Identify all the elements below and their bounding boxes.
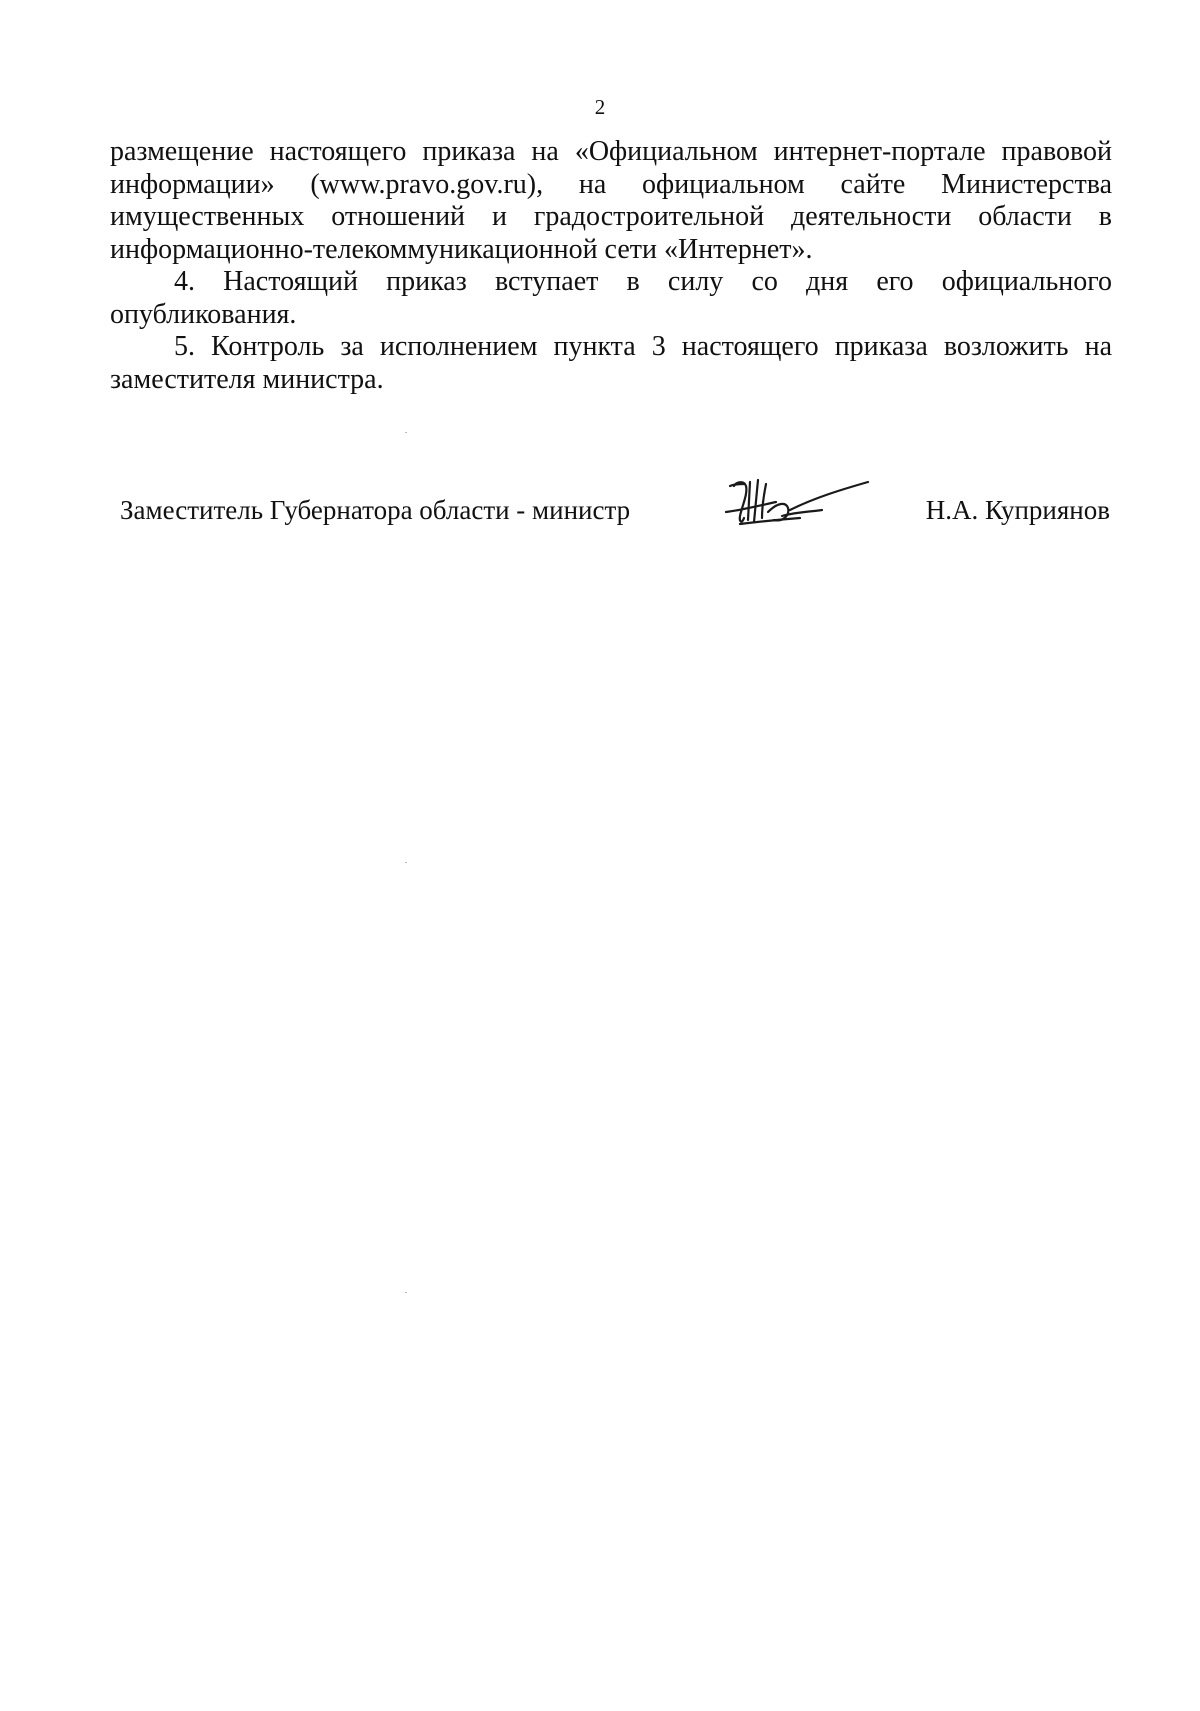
signatory-position: Заместитель Губернатора области - министр xyxy=(120,495,631,525)
document-body xyxy=(110,136,1112,396)
handwritten-signature xyxy=(722,472,872,542)
page-number: 2 xyxy=(594,95,606,119)
signatory-name: Н.А. Куприянов xyxy=(925,495,1110,525)
signature-block xyxy=(0,480,1200,560)
paragraph-item-5: 5. Контроль за исполнением пункта 3 настоящего приказа возложить на заместителя министра. xyxy=(110,331,1112,395)
scan-speck xyxy=(405,432,407,433)
paragraph-continuation: размещение настоящего приказа на «Официальном интернет-портале правовой информации» (www.pravo.gov.ru), на официальном сайте Министерства имущественных отношений и градостроительной деятельности области в информационно-телекоммуникационной сети «Интернет». xyxy=(110,136,1112,265)
scan-speck xyxy=(405,1292,407,1293)
paragraph-item-4: 4. Настоящий приказ вступает в силу со дня его официального опубликования. xyxy=(110,266,1112,330)
scan-speck xyxy=(405,862,407,863)
